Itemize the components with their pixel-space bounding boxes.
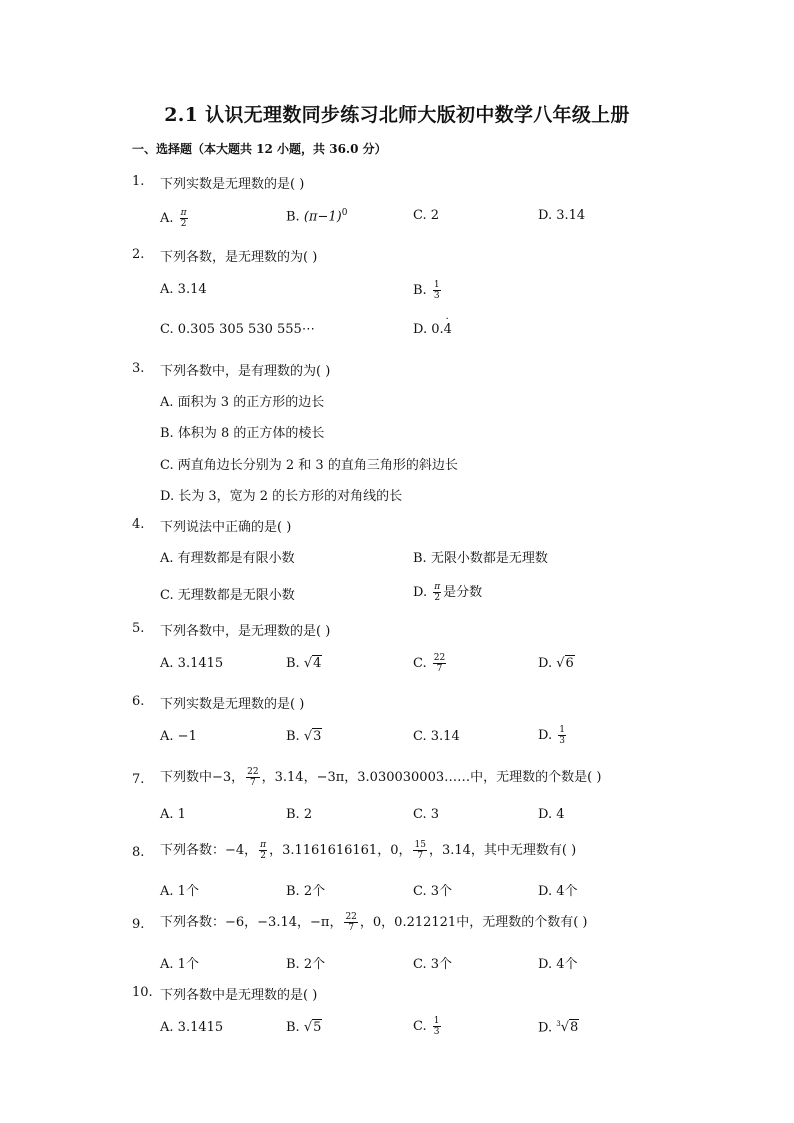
option-d: D. 4个: [538, 884, 578, 899]
question-text: 下列实数是无理数的是( ): [160, 177, 305, 192]
question-text: 下列各数中，是无理数的是( ): [160, 624, 331, 639]
question-text: 下列各数，是无理数的为( ): [160, 250, 318, 265]
option-c: C. 3.14: [413, 729, 460, 744]
option-a: A. −1: [160, 729, 197, 744]
question-number: 8.: [132, 845, 145, 860]
question-number: 10.: [132, 985, 153, 1000]
option-a: A. 1个: [160, 884, 199, 899]
option-c: C. 无理数都是无限小数: [160, 588, 295, 603]
option-b: B. √3: [286, 729, 322, 744]
option-b: B. 2个: [286, 884, 326, 899]
option-c: C. 0.305 305 530 555⋯: [160, 322, 315, 337]
option-d: D. 0. · 4: [413, 314, 452, 337]
option-d: D. $\frac{1}{3}$: [538, 725, 565, 746]
option-b: B. √4: [286, 656, 322, 671]
option-d: D. $^3$√8: [538, 1020, 579, 1036]
question-number: 2.: [132, 247, 145, 262]
question-number: 1.: [132, 174, 145, 189]
question-number: 6.: [132, 694, 145, 709]
option-c: C. 3个: [413, 957, 453, 972]
option-c: C. 3: [413, 807, 440, 822]
question-text: 下列各数中是无理数的是( ): [160, 988, 318, 1003]
option-b: B. 2: [286, 807, 313, 822]
section-heading: 一、选择题（本大题共 12 小题，共 36.0 分）: [132, 142, 387, 156]
option-b: B. √5: [286, 1020, 322, 1035]
option-a: A. 3.1415: [160, 1020, 224, 1035]
option-b: B. $(\pi-1)^0$: [286, 208, 348, 225]
option-c: C. $\frac{22}{7}$: [413, 653, 446, 674]
option-d: D. 长为 3，宽为 2 的长方形的对角线的长: [160, 489, 403, 504]
option-d: D. 4: [538, 807, 565, 822]
option-d: D. 4个: [538, 957, 578, 972]
question-number: 4.: [132, 517, 145, 532]
option-a: A. 面积为 3 的正方形的边长: [160, 395, 325, 410]
question-number: 7.: [132, 772, 145, 787]
option-c: C. $\frac{1}{3}$: [413, 1016, 440, 1037]
option-a: A. $\frac{\pi}{2}$: [160, 208, 187, 229]
option-b: B. 2个: [286, 957, 326, 972]
option-d: D. 3.14: [538, 208, 586, 223]
option-a: A. 有理数都是有限小数: [160, 551, 295, 566]
option-c: C. 3个: [413, 884, 453, 899]
question-number: 5.: [132, 621, 145, 636]
option-d: D. $\frac{\pi}{2}$ 是分数: [413, 582, 483, 603]
question-number: 9.: [132, 917, 145, 932]
option-b: B. $\frac{1}{3}$: [413, 280, 440, 301]
question-text: 下列各数：−6，−3.14，−π， $\frac{22}{7}$ ，0，0.212121中，无理数的个数有( ): [160, 912, 588, 933]
option-b: B. 无限小数都是无理数: [413, 551, 548, 566]
option-c: C. 两直角边长分别为 2 和 3 的直角三角形的斜边长: [160, 458, 458, 473]
page-title: 2.1 认识无理数同步练习北师大版初中数学八年级上册: [164, 104, 630, 126]
option-a: A. 1个: [160, 957, 199, 972]
question-text: 下列说法中正确的是( ): [160, 520, 292, 535]
option-a: A. 3.1415: [160, 656, 224, 671]
option-d: D. √6: [538, 656, 574, 671]
question-text: 下列各数中，是有理数的为( ): [160, 364, 331, 379]
option-b: B. 体积为 8 的正方体的棱长: [160, 426, 325, 441]
option-c: C. 2: [413, 208, 440, 223]
option-a: A. 1: [160, 807, 186, 822]
question-number: 3.: [132, 361, 145, 376]
question-text: 下列各数：−4， $\frac{\pi}{2}$ ，3.1161616161，0， $\frac{15}{7}$ ，3.14，其中无理数有( ): [160, 840, 577, 861]
question-text: 下列实数是无理数的是( ): [160, 697, 305, 712]
question-text: 下列数中−3， $\frac{22}{7}$ ，3.14，−3π，3.030030003……中，无理数的个数是( ): [160, 767, 602, 788]
option-a: A. 3.14: [160, 282, 207, 297]
